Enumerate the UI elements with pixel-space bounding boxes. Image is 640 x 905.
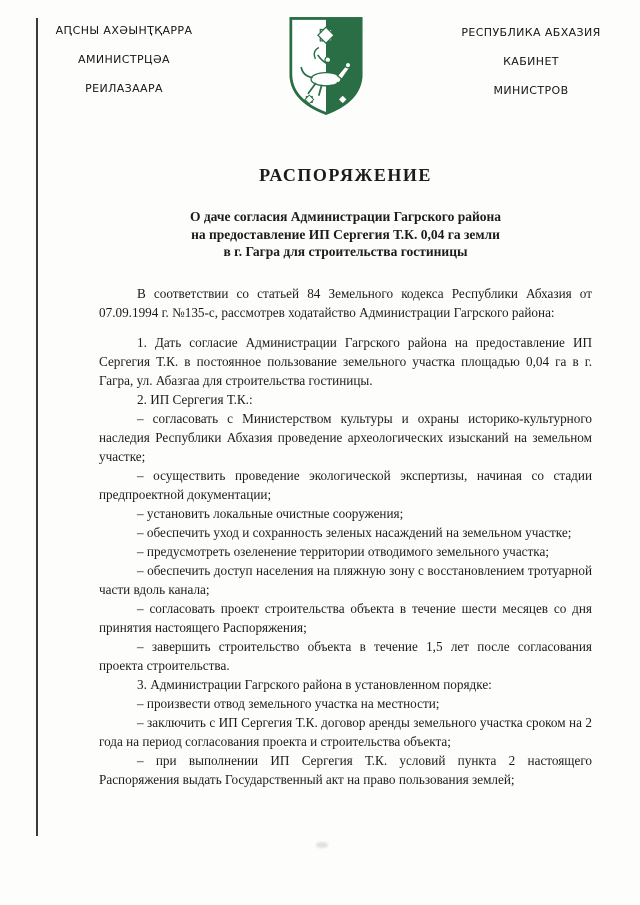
letterhead-right-russian xyxy=(446,18,616,105)
paragraph-subitem: – заключить с ИП Сергегия Т.К. договор аренды земельного участка сроком на 2 года на период согласования проекта и строительства объекта; xyxy=(99,715,592,749)
paragraph-subitem: – завершить строительство объекта в течение 1,5 лет после согласования проекта строительства. xyxy=(99,639,592,673)
paragraph-subitem: – произвести отвод земельного участка на местности; xyxy=(137,696,440,711)
paragraph-item-3: 3. Администрации Гагрского района в установленном порядке: xyxy=(137,677,492,692)
paragraph-subitem: – обеспечить доступ населения на пляжную зону с восстановлением тротуарной части вдоль канала; xyxy=(99,563,592,597)
paragraph-subitem: – согласовать проект строительства объекта в течение шести месяцев со дня принятия настоящего Распоряжения; xyxy=(99,601,592,635)
paragraph-subitem: – при выполнении ИП Сергегия Т.К. условий пункта 2 настоящего Распоряжения выдать Государственный акт на право пользования землей; xyxy=(99,753,592,787)
letterhead-line: РЕИЛАЗААРА xyxy=(85,82,163,95)
paragraph-subitem: – согласовать с Министерством культуры и охраны историко-культурного наследия Республики Абхазия проведение археологических изысканий на земельном участке; xyxy=(99,411,592,464)
paragraph-subitem: – осуществить проведение экологической экспертизы, начиная со стадии предпроектной документации; xyxy=(99,468,592,502)
document-subject xyxy=(99,208,592,261)
subject-line: на предоставление ИП Сергегия Т.К. 0,04 га земли xyxy=(191,226,500,242)
abkhazia-coat-of-arms-icon xyxy=(282,14,370,118)
paragraph-subitem: – предусмотреть озеленение территории отводимого земельного участка; xyxy=(137,544,550,559)
paragraph-item-1: 1. Дать согласие Администрации Гагрского района на предоставление ИП Сергегия Т.К. в постоянное пользование земельного участка площадью 0,04 га в г. Гагра, ул. Абазгаа для строительства гостиницы. xyxy=(99,335,592,388)
scan-artifact xyxy=(316,842,328,848)
subject-line: О даче согласия Администрации Гагрского района xyxy=(189,209,502,224)
letterhead-line: КАБИНЕТ xyxy=(503,55,559,68)
paragraph-preamble: В соответствии со статьей 84 Земельного кодекса Республики Абхазия от 07.09.1994 г. №135-с, рассмотрев ходатайство Администрации Гагрского района: xyxy=(99,286,592,320)
letterhead-line: АԤСНЫ АХӘЫНҬҚАРРА xyxy=(55,24,193,37)
paragraph-item-2: 2. ИП Сергегия Т.К.: xyxy=(137,392,253,407)
big-star xyxy=(318,27,334,43)
letterhead-line: АМИНИСТРЦӘА xyxy=(78,53,170,66)
subject-line: в г. Гагра для строительства гостиницы xyxy=(223,244,468,259)
document-body xyxy=(99,284,592,789)
document-title: РАСПОРЯЖЕНИЕ xyxy=(259,165,432,185)
letterhead-line: МИНИСТРОВ xyxy=(493,84,569,97)
scan-border-line xyxy=(36,18,38,836)
letterhead-left-abkhaz xyxy=(44,16,204,103)
paragraph-subitem: – обеспечить уход и сохранность зеленых насаждений на земельном участке; xyxy=(137,525,572,540)
paragraph-subitem: – установить локальные очистные сооружения; xyxy=(137,506,404,521)
letterhead-line: РЕСПУБЛИКА АБХАЗИЯ xyxy=(461,26,601,39)
